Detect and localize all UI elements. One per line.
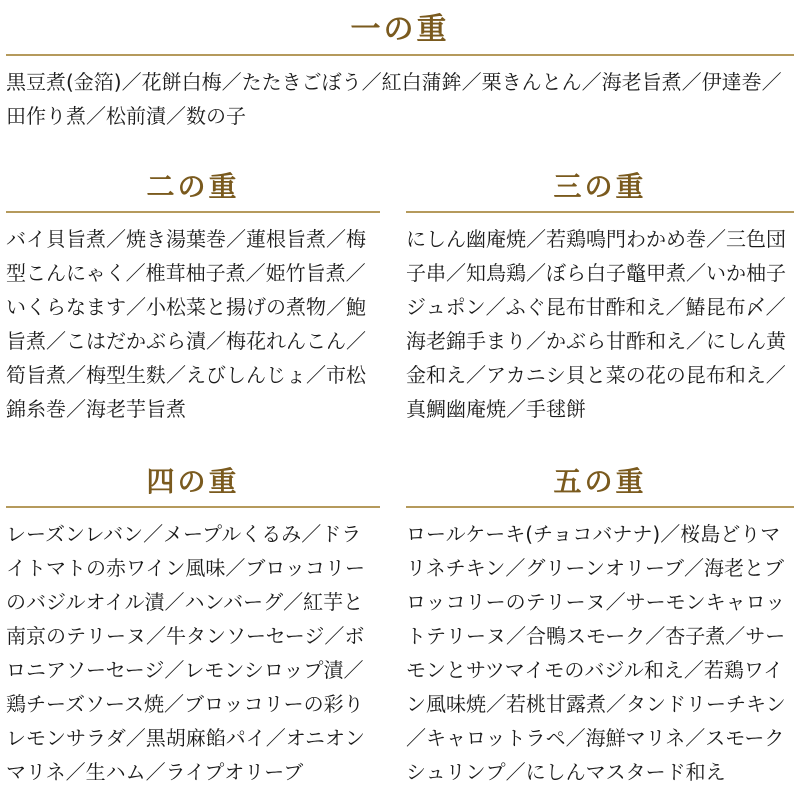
menu-items-text: ロールケーキ(チョコバナナ)／桜島どりマリネチキン／グリーンオリーブ／海老とブロッコリーのテリーヌ／サーモンキャロットテリーヌ／合鴨スモーク／杏子煮／サーモンとサツマイモのバジル和え／若鶏ワイン風味焼／若桃甘露煮／タンドリーチキン／キャロットラペ／海鮮マリネ／スモークシュリンプ／にしんマスタード和え [406, 522, 786, 784]
section-title: 三の重 [553, 170, 647, 203]
divider [6, 506, 380, 508]
divider [406, 211, 794, 213]
divider [406, 506, 794, 508]
menu-items-text: 黒豆煮(金箔)／花餅白梅／たたきごぼう／紅白蒲鉾／栗きんとん／海老旨煮／伊達巻／田作り煮／松前漬／数の子 [6, 70, 782, 128]
menu-items-text: にしん幽庵焼／若鶏鳴門わかめ巻／三色団子串／知鳥鶏／ぼら白子鼈甲煮／いか柚子ジュポン／ふぐ昆布甘酢和え／鰆昆布〆／海老錦手まり／かぶら甘酢和え／にしん黄金和え／アカニシ貝と菜の花の昆布和え／真鯛幽庵焼／手毬餅 [406, 227, 786, 421]
menu-items-text: レーズンレバン／メープルくるみ／ドライトマトの赤ワイン風味／ブロッコリーのバジルオイル漬／ハンバーグ／紅芋と南京のテリーヌ／牛タンソーセージ／ボロニアソーセージ／レモンシロップ漬／鶏チーズソース焼／ブロッコリーの彩りレモンサラダ／黒胡麻餡パイ／オニオンマリネ／生ハム／ライプオリーブ [6, 522, 365, 784]
menu-items-text: バイ貝旨煮／焼き湯葉巻／蓮根旨煮／梅型こんにゃく／椎茸柚子煮／姫竹旨煮／いくらなます／小松菜と揚げの煮物／鮑旨煮／こはだかぶら漬／梅花れんこん／筍旨煮／梅型生麩／えびしんじょ／市松錦糸巻／海老芋旨煮 [6, 227, 366, 421]
section-ichi-no-ju [6, 10, 794, 133]
section-title: 二の重 [146, 170, 240, 203]
section-ni-no-ju [6, 167, 380, 426]
section-title: 五の重 [553, 465, 647, 498]
divider [6, 54, 794, 56]
section-san-no-ju [406, 167, 794, 426]
section-go-no-ju [406, 462, 794, 789]
section-yon-no-ju [6, 462, 380, 789]
divider [6, 211, 380, 213]
section-title: 四の重 [146, 465, 240, 498]
section-title: 一の重 [350, 12, 450, 47]
